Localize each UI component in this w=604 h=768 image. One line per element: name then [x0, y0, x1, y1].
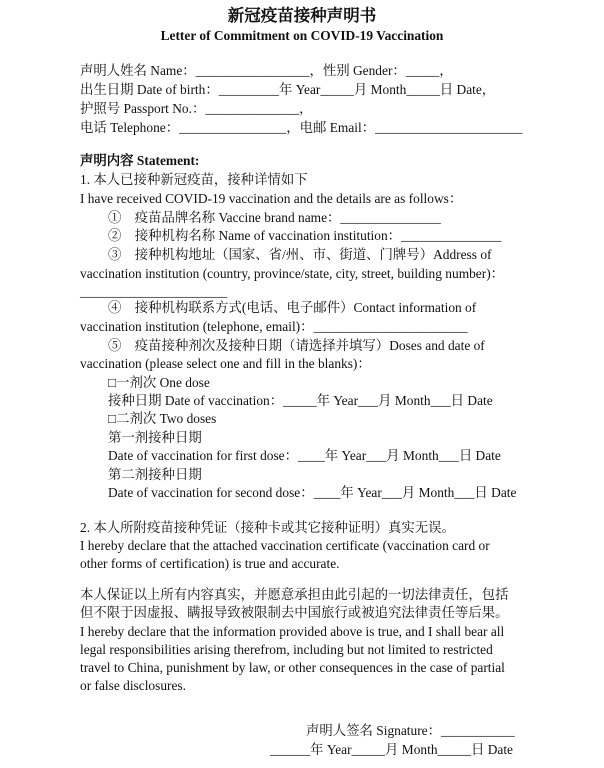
declaration-en-line-1: I hereby declare that the information provided above is true, and I shall bear all — [80, 624, 505, 639]
two-doses-option: □二剂次 Two doses — [108, 411, 217, 426]
signature-line: 声明人签名 Signature：___________ — [306, 723, 515, 738]
statement-1-cn: 1. 本人已接种新冠疫苗，接种详情如下 — [80, 172, 308, 187]
statement-2-en-line-2: other forms of certification) is true and accurate. — [80, 556, 340, 571]
date-of-birth-line: 出生日期 Date of birth：_________年 Year_____月 Month_____日 Date， — [80, 82, 496, 97]
statement-heading: 声明内容 Statement: — [80, 153, 200, 168]
signature-date-line: ______年 Year_____月 Month_____日 Date — [270, 742, 514, 757]
one-dose-date-line: 接种日期 Date of vaccination：_____年 Year___月 Month___日 Date — [108, 393, 493, 408]
document-title-cn: 新冠疫苗接种声明书 — [227, 6, 377, 25]
passport-line: 护照号 Passport No.：______________， — [80, 101, 313, 116]
declaration-en-line-3: travel to China, punishment by law, or other consequences in the case of partial — [80, 660, 505, 675]
statement-1-en: I have received COVID-19 vaccination and the details are as follows： — [80, 191, 463, 206]
institution-contact-line-2: vaccination institution (telephone, email)：_______________________ — [80, 319, 468, 334]
doses-date-line-2: vaccination (please select one and fill in the blanks)： — [80, 356, 371, 371]
statement-2-cn: 2. 本人所附疫苗接种凭证（接种卡或其它接种证明）真实无误。 — [80, 520, 455, 535]
declaration-cn-line-1: 本人保证以上所有内容真实，并愿意承担由此引起的一切法律责任，包括 — [80, 587, 509, 602]
second-dose-label-cn: 第二剂接种日期 — [108, 467, 202, 482]
first-dose-date-line: Date of vaccination for first dose：____年 Year___月 Month___日 Date — [108, 448, 501, 463]
name-gender-line: 声明人姓名 Name：_________________，性别 Gender：_____， — [80, 63, 453, 78]
declaration-cn-line-2: 但不限于因虚报、瞒报导致被限制去中国旅行或被追究法律责任等后果。 — [80, 605, 509, 620]
declaration-en-line-4: or false disclosures. — [80, 678, 186, 693]
document-title-en: Letter of Commitment on COVID-19 Vaccination — [160, 28, 444, 43]
institution-contact-line-1: ④ 接种机构联系方式(电话、电子邮件）Contact information of — [108, 300, 477, 315]
institution-address-line-1: ③ 接种机构地址（国家、省/州、市、街道、门牌号）Address of — [108, 247, 492, 262]
statement-2-en-line-1: I hereby declare that the attached vaccination certificate (vaccination card or — [80, 538, 490, 553]
second-dose-date-line: Date of vaccination for second dose：____年 Year___月 Month___日 Date — [108, 485, 517, 500]
first-dose-label-cn: 第一剂接种日期 — [108, 430, 202, 445]
institution-address-blank: ______________________ — [80, 284, 228, 299]
institution-name-line: ② 接种机构名称 Name of vaccination institution：_______________ — [108, 228, 502, 243]
vaccine-brand-line: ① 疫苗品牌名称 Vaccine brand name：_______________ — [108, 210, 441, 225]
declaration-en-line-2: legal responsibilities arising therefrom, including but not limited to restricted — [80, 642, 493, 657]
institution-address-line-2: vaccination institution (country, province/state, city, street, building number)： — [80, 266, 505, 281]
one-dose-option: □一剂次 One dose — [108, 375, 210, 390]
telephone-email-line: 电话 Telephone：________________，电邮 Email：______________________ — [80, 120, 523, 135]
doses-date-line-1: ⑤ 疫苗接种剂次及接种日期（请选择并填写）Doses and date of — [108, 338, 485, 353]
